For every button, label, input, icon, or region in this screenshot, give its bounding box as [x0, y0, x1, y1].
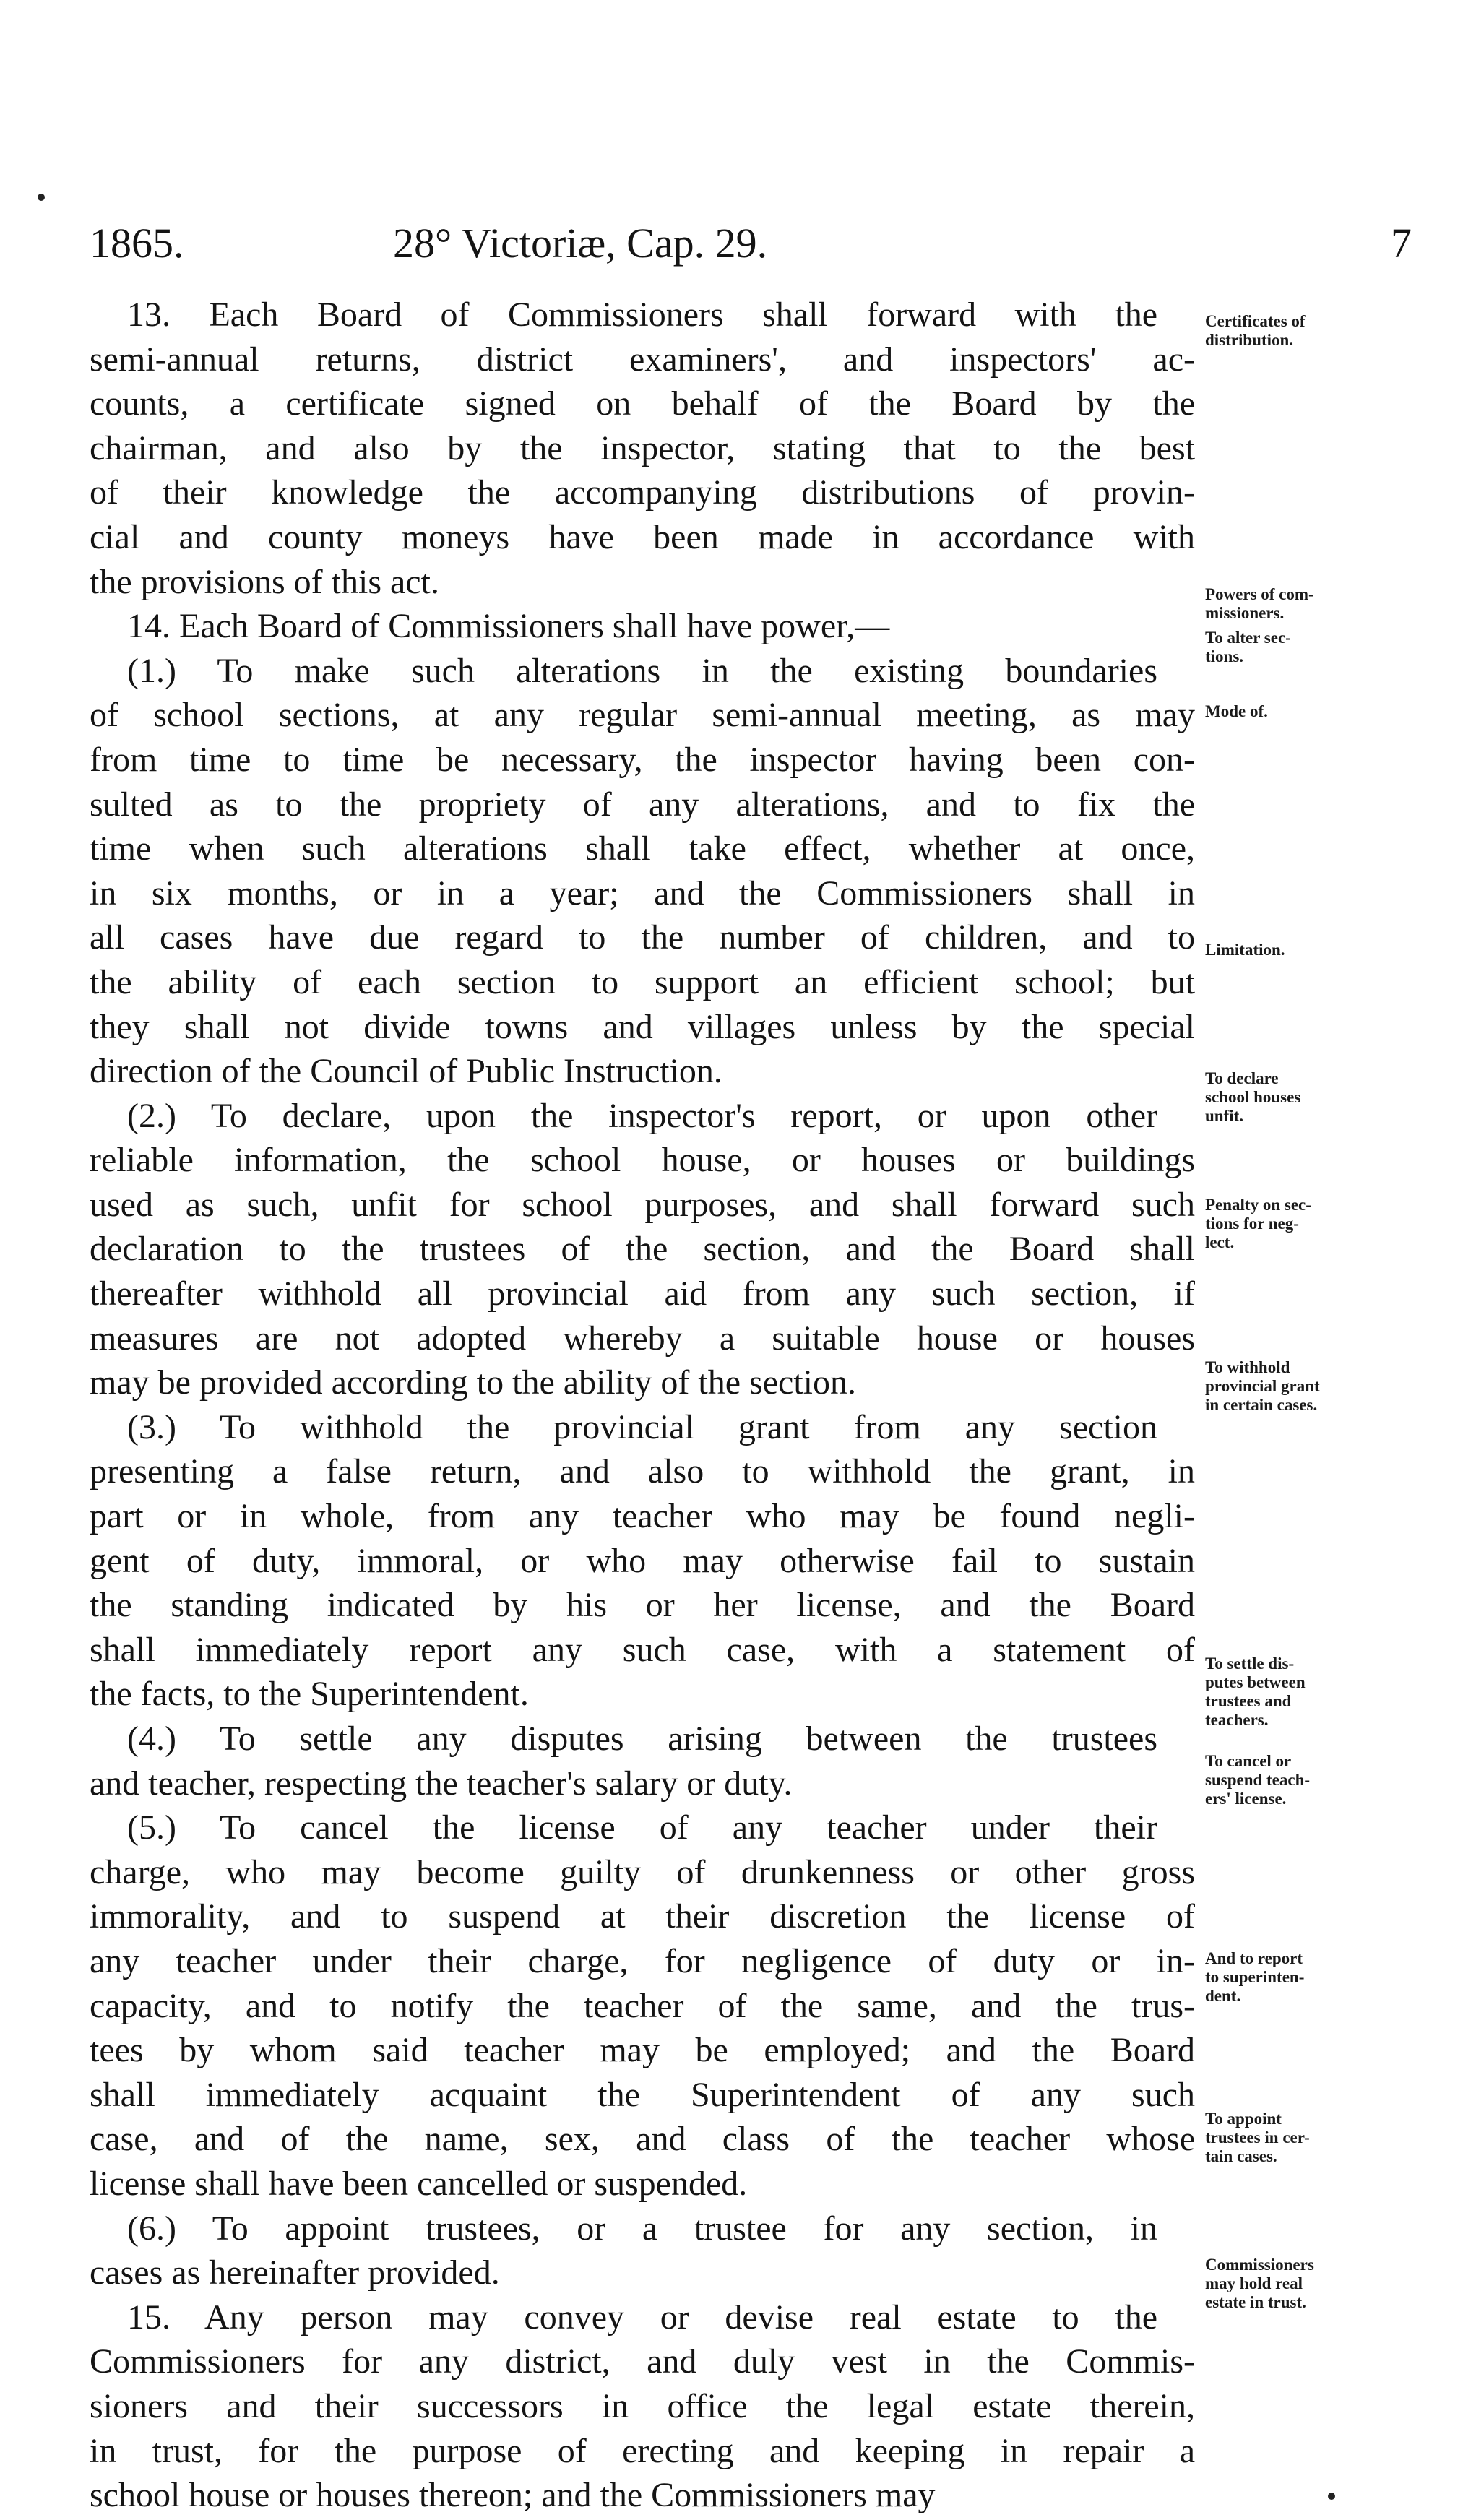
margin-note: To appoint trustees in cer- tain cases.	[1205, 2110, 1310, 2165]
text-line: Commissioners for any district, and duly vest in the Commis-	[90, 2342, 1195, 2381]
text-line: semi-annual returns, district examiners', and inspectors' ac-	[90, 340, 1195, 379]
margin-note: To declare school houses unfit.	[1205, 1069, 1301, 1125]
margin-note: Mode of.	[1205, 702, 1268, 720]
text-line: charge, who may become guilty of drunkenness or other gross	[90, 1852, 1195, 1891]
text-line: capacity, and to notify the teacher of the same, and the trus-	[90, 1986, 1195, 2025]
margin-note: To cancel or suspend teach- ers' license.	[1205, 1752, 1311, 1808]
margin-note: Certificates of distribution.	[1205, 312, 1306, 349]
margin-note: Commissioners may hold real estate in trust.	[1205, 2256, 1314, 2311]
text-line: 14. Each Board of Commissioners shall have power,—	[127, 607, 890, 646]
text-line: they shall not divide towns and villages unless by the special	[90, 1007, 1195, 1046]
text-line: gent of duty, immoral, or who may otherwise fail to sustain	[90, 1541, 1195, 1580]
text-line: immorality, and to suspend at their discretion the license of	[90, 1897, 1195, 1936]
header-title: 28° Victoriæ, Cap. 29.	[393, 220, 768, 267]
page-speck	[38, 194, 45, 201]
text-line: (5.) To cancel the license of any teacher under their	[127, 1808, 1157, 1847]
text-line: used as such, unfit for school purposes, and shall forward such	[90, 1185, 1195, 1224]
text-line: chairman, and also by the inspector, stating that to the best	[90, 428, 1195, 467]
statute-text	[90, 293, 1195, 2518]
page-number: 7	[1391, 220, 1412, 267]
text-line: may be provided according to the ability of the section.	[90, 1363, 857, 1402]
page-speck	[1328, 2493, 1335, 2500]
running-header	[90, 211, 1412, 276]
text-line: measures are not adopted whereby a suitable house or houses	[90, 1319, 1195, 1358]
text-line: case, and of the name, sex, and class of the teacher whose	[90, 2120, 1195, 2159]
text-line: (3.) To withhold the provincial grant from any section	[127, 1407, 1157, 1446]
text-line: sulted as to the propriety of any alterations, and to fix the	[90, 785, 1195, 824]
text-line: of their knowledge the accompanying distributions of provin-	[90, 473, 1195, 512]
text-line: presenting a false return, and also to withhold the grant, in	[90, 1452, 1195, 1491]
text-line: shall immediately report any such case, with a statement of	[90, 1630, 1195, 1669]
text-line: the ability of each section to support an efficient school; but	[90, 962, 1195, 1001]
text-line: license shall have been cancelled or suspended.	[90, 2164, 748, 2203]
header-year: 1865.	[90, 220, 184, 267]
text-line: any teacher under their charge, for negligence of duty or in-	[90, 1941, 1195, 1980]
text-line: (1.) To make such alterations in the existing boundaries	[127, 651, 1157, 690]
text-line: the provisions of this act.	[90, 562, 439, 601]
margin-note: To withhold provincial grant in certain cases.	[1205, 1358, 1320, 1414]
margin-note: Powers of com- missioners.	[1205, 585, 1314, 622]
text-line: reliable information, the school house, or houses or buildings	[90, 1141, 1195, 1180]
text-line: 13. Each Board of Commissioners shall forward with the	[127, 295, 1157, 334]
text-line: declaration to the trustees of the section, and the Board shall	[90, 1230, 1195, 1269]
text-line: (2.) To declare, upon the inspector's report, or upon other	[127, 1096, 1157, 1135]
text-line: school house or houses thereon; and the Commissioners may	[90, 2476, 936, 2515]
text-line: sioners and their successors in office the legal estate therein,	[90, 2386, 1195, 2425]
text-line: thereafter withhold all provincial aid from any such section, if	[90, 1274, 1195, 1313]
margin-note: Penalty on sec- tions for neg- lect.	[1205, 1196, 1311, 1251]
text-line: the standing indicated by his or her license, and the Board	[90, 1586, 1195, 1625]
text-line: the facts, to the Superintendent.	[90, 1675, 529, 1714]
text-line: all cases have due regard to the number of children, and to	[90, 918, 1195, 957]
text-line: cial and county moneys have been made in accordance with	[90, 517, 1195, 556]
margin-note: To alter sec- tions.	[1205, 629, 1291, 665]
text-line: direction of the Council of Public Instruction.	[90, 1052, 722, 1091]
margin-note: And to report to superinten- dent.	[1205, 1949, 1305, 2005]
text-line: in trust, for the purpose of erecting and keeping in repair a	[90, 2431, 1195, 2470]
text-line: tees by whom said teacher may be employed; and the Board	[90, 2031, 1195, 2070]
text-line: from time to time be necessary, the inspector having been con-	[90, 740, 1195, 779]
text-line: of school sections, at any regular semi-annual meeting, as may	[90, 696, 1195, 735]
text-line: (6.) To appoint trustees, or a trustee for any section, in	[127, 2209, 1157, 2248]
text-line: (4.) To settle any disputes arising between the trustees	[127, 1719, 1157, 1758]
text-line: time when such alterations shall take effect, whether at once,	[90, 829, 1195, 868]
margin-note: Limitation.	[1205, 941, 1285, 959]
text-line: part or in whole, from any teacher who may be found negli-	[90, 1497, 1195, 1536]
text-line: shall immediately acquaint the Superintendent of any such	[90, 2075, 1195, 2114]
text-line: 15. Any person may convey or devise real estate to the	[127, 2297, 1157, 2336]
text-line: counts, a certificate signed on behalf of the Board by the	[90, 384, 1195, 423]
text-line: and teacher, respecting the teacher's salary or duty.	[90, 1764, 793, 1803]
text-line: in six months, or in a year; and the Commissioners shall in	[90, 873, 1195, 912]
margin-note: To settle dis- putes between trustees and teachers.	[1205, 1654, 1306, 1729]
text-line: cases as hereinafter provided.	[90, 2253, 500, 2292]
